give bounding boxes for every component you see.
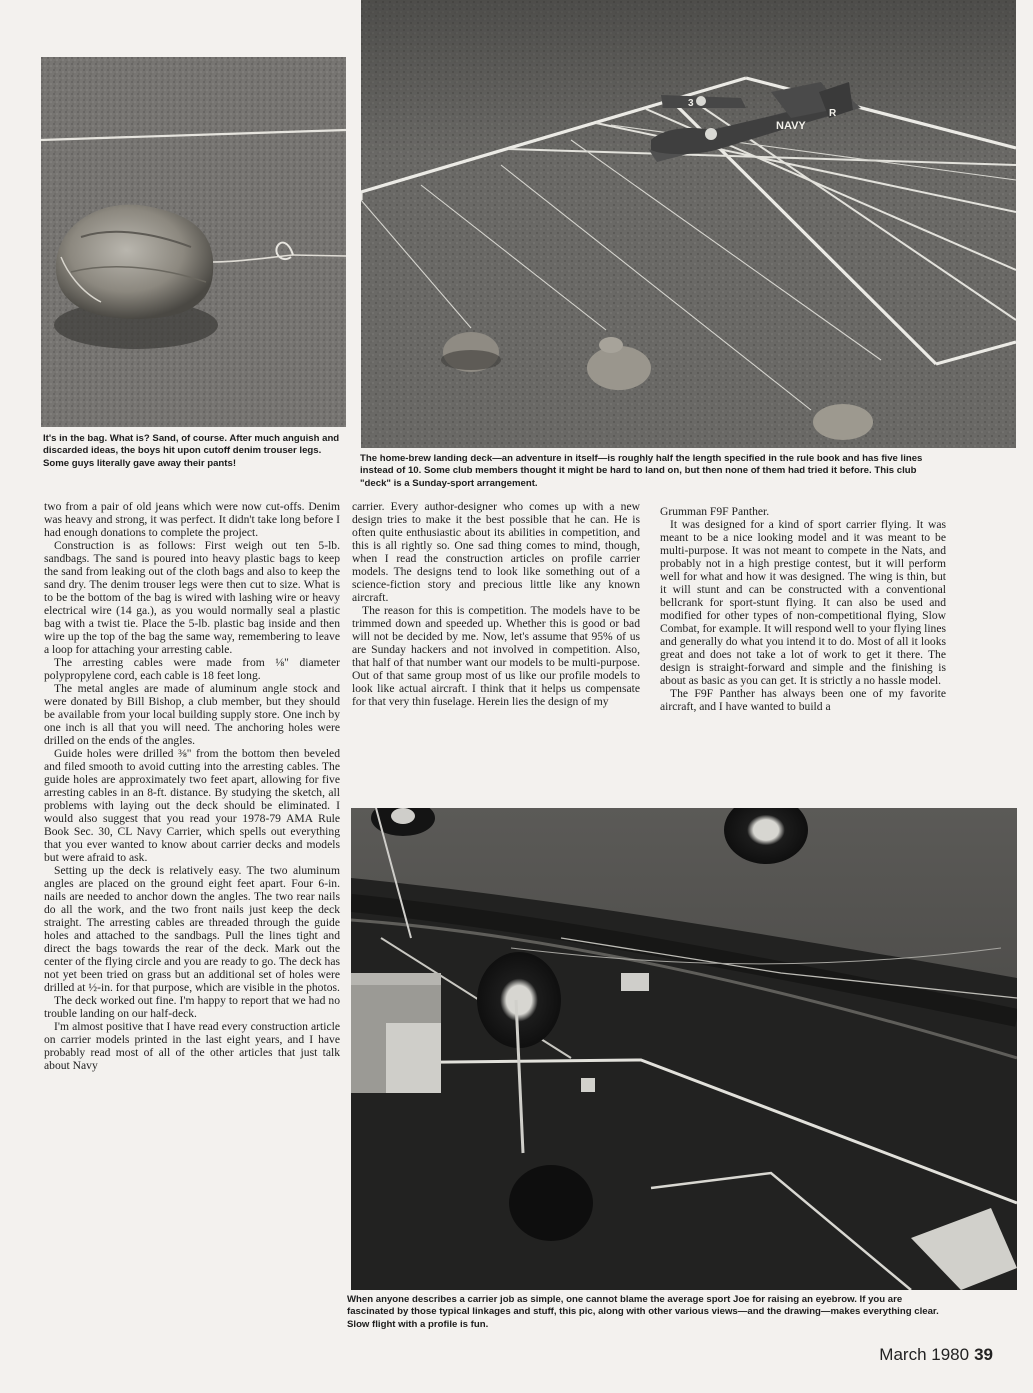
body-column-2 [352,500,640,708]
paragraph: Grumman F9F Panther. [660,505,770,518]
issue-date: March 1980 [879,1345,970,1364]
closeup-photo [351,808,1017,1290]
paragraph: It was designed for a kind of sport carrier flying. It was meant to be a nice looking model and it was meant to be multi-purpose. It was not meant to compete in the Nats, and probably not in a high prestige contest, but it will perform well for what and how it was designed. The wing is thin, but it will stunt and can be constructed with a conventional bellcrank for sport-stunt flying. It can also be used and modified for other types of non-competitional flying, Slow Combat, for example. It will respond well to your flying lines and generally do what you intend it to do. Most of all it looks great and does not take a lot of work to get it there. The design is straight-forward and simple and the finishing is about as basic as you can get. It is strictly a no hassle model. [660,518,946,687]
paragraph: The arresting cables were made from ⅛" diameter polypropylene cord, each cable is 18 feet long. [44,656,340,682]
paragraph: The reason for this is competition. The models have to be trimmed down and speeded up. Whether this is good or bad will not be decided by me. Now, let's assume that 95% of us are Sunday hackers and not involved in competition. Also, that half of that number want our models to be multi-purpose. Out of that same group most of us like our profile models to look like actual aircraft. I think that it helps us compensate for that very thin fuselage. Herein lies the design of my [352,604,640,708]
plane-number-label: 3 [688,98,694,109]
paragraph: The deck worked out fine. I'm happy to report that we had no trouble landing on our half-deck. [44,994,340,1020]
page-number: 39 [974,1345,993,1364]
page-footer [879,1345,993,1365]
body-column-1 [44,500,340,1072]
deck-caption: The home-brew landing deck—an adventure in itself—is roughly half the length specified in the rule book and has five lines instead of 10. Some club members thought it might be hard to land on, but then none of them had tried it before. This club "deck" is a Sunday-sport arrangement. [360,453,923,489]
paragraph: The metal angles are made of aluminum angle stock and were donated by Bill Bishop, a club member, but they should be available from your local building supply store. One inch by one inch is all that you will need. The anchoring holes were drilled on the ends of the angles. [44,682,340,747]
paragraph: carrier. Every author-designer who comes up with a new design tries to make it the best possible that he can. He is often quite enthusiastic about its abilities in competition, and this is all rightly so. One sad thing comes to mind, though, when I read the construction articles on profile carrier models. The designs tend to look like something out of a science-fiction story and precious little like any known aircraft. [352,500,640,604]
paragraph: Construction is as follows: First weigh out ten 5-lb. sandbags. The sand is poured into heavy plastic bags to keep the sand from leaking out of the cloth bags and also to keep the sand dry. The denim trouser legs were then cut to size. What is to be the bottom of the bag is wired with lashing wire or heavy electrical wire (14 ga.), as you would normally seal a plastic bag with a twist tie. Place the 5-lb. plastic bag inside and then wire up the top of the bag the same way, remembering to leave a loop for attaching your arresting cable. [44,539,340,656]
sandbag-photo [41,57,346,427]
paragraph: two from a pair of old jeans which were now cut-offs. Denim was heavy and strong, it was perfect. It didn't take long before I had enough donations to complete the project. [44,500,340,539]
paragraph: Setting up the deck is relatively easy. The two aluminum angles are placed on the ground eight feet apart. Four 6-in. nails are needed to anchor down the angles. The two rear nails do all the work, and the two front nails just keep the deck straight. The arresting cables are threaded through the guide holes and attached to the sandbags. Pull the lines tight and direct the bags towards the rear of the deck. Mark out the center of the flying circle and you are ready to go. The deck has not yet been tried on grass but an additional set of holes were drilled at ½-in. for that purpose, which are visible in the photos. [44,864,340,994]
body-column-3 [660,505,946,713]
paragraph: Guide holes were drilled ⅜" from the bottom then beveled and filed smooth to avoid cutting into the arresting cables. The guide holes are approximately two feet apart, allowing for five arresting cables in an 8-ft. distance. By studying the sketch, all problems with laying out the deck should be eliminated. I would also suggest that you read your 1978-79 AMA Rule Book Sec. 30, CL Navy Carrier, which spells out everything that you ever wanted to know about carrier decks and models but were afraid to ask. [44,747,340,864]
paragraph: The F9F Panther has always been one of my favorite aircraft, and I have wanted to build a [660,687,946,713]
sandbag-caption: It's in the bag. What is? Sand, of course. After much anguish and discarded ideas, the boys hit upon cutoff denim trouser legs. Some guys literally gave away their pants! [43,433,340,469]
deck-photo [361,0,1016,448]
plane-tail-label: R [829,108,837,119]
plane-navy-label: NAVY [776,120,806,132]
closeup-caption: When anyone describes a carrier job as simple, one cannot blame the average sport Joe for raising an eyebrow. If you are fascinated by those typical linkages and stuff, this pic, along with other various views—and the drawing—makes everything clear. Slow flight with a profile is fun. [347,1294,939,1330]
paragraph: I'm almost positive that I have read every construction article on carrier models printed in the last eight years, and I have probably read most of all of the other articles that just talk about Navy [44,1020,340,1072]
